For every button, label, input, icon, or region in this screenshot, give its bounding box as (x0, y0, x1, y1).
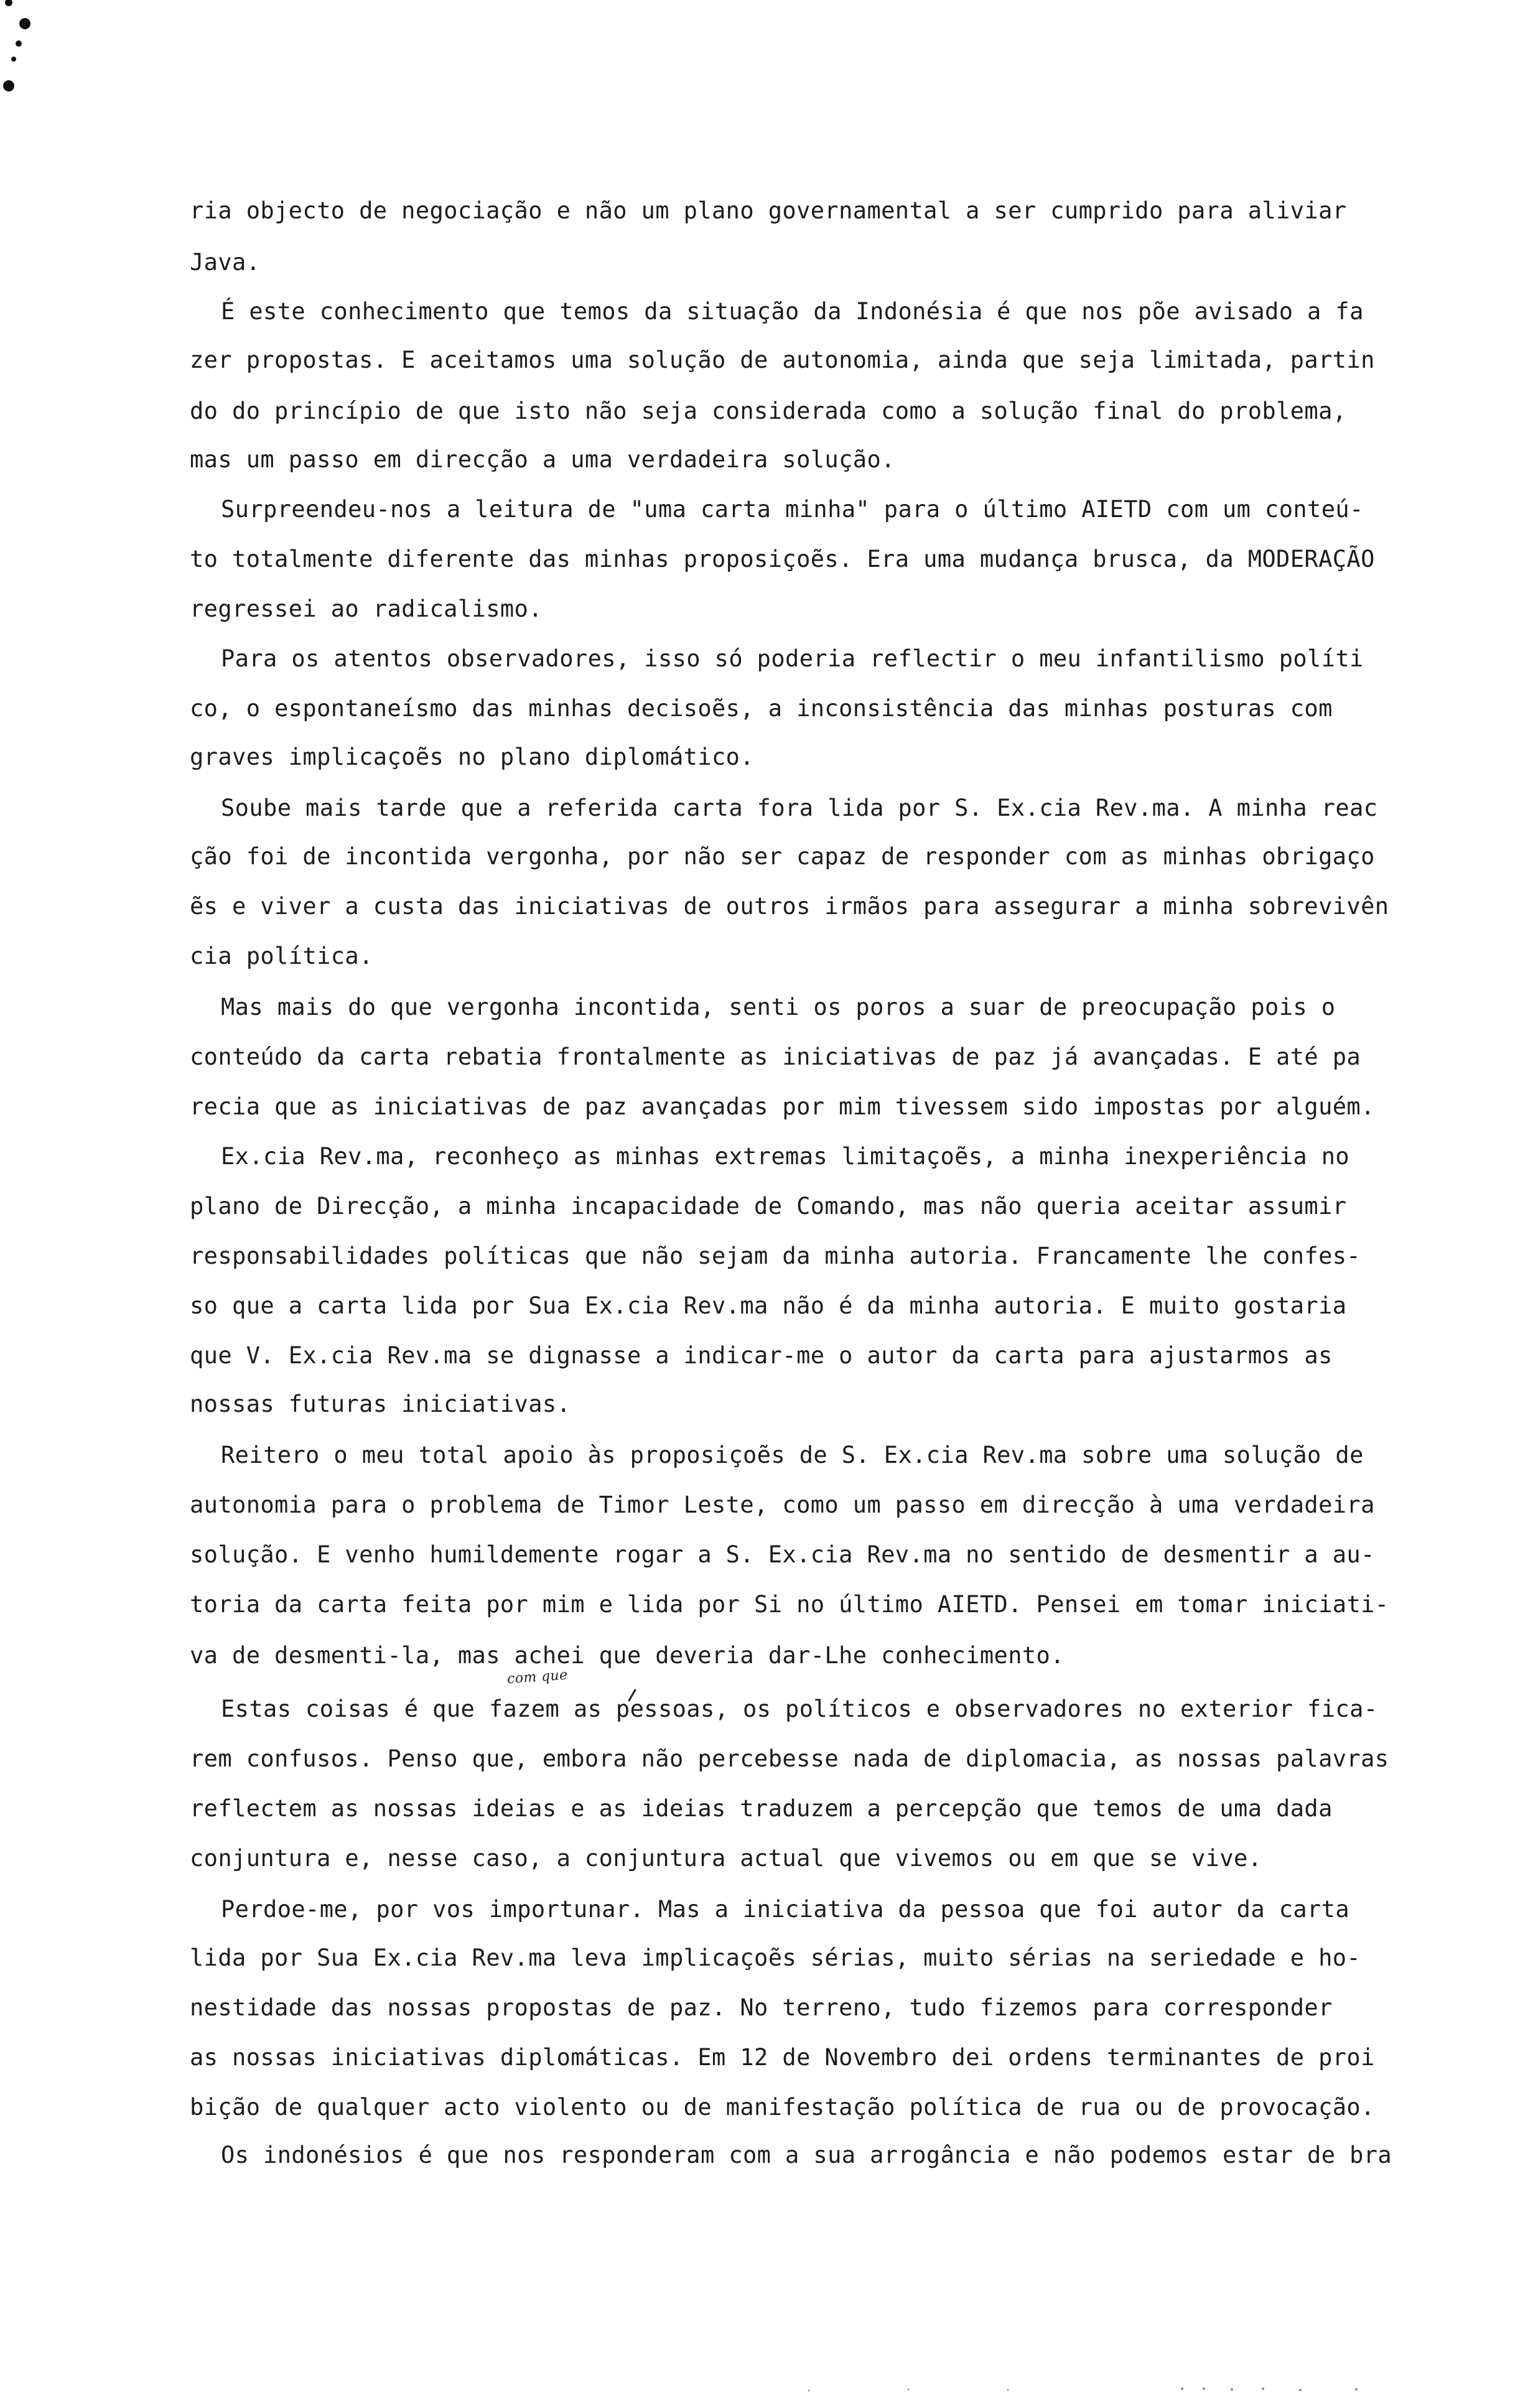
text-line: recia que as iniciativas de paz avançadas por mim tivessem sido impostas por alguém. (190, 1093, 1375, 1120)
text-line: bição de qualquer acto violento ou de manifestação política de rua ou de provocação. (190, 2094, 1375, 2121)
scan-noise-dots (0, 2383, 1533, 2396)
text-line: regressei ao radicalismo. (190, 595, 543, 622)
text-line: toria da carta feita por mim e lida por Si no último AIETD. Pensei em tomar iniciati- (190, 1591, 1389, 1618)
text-line: É este conhecimento que temos da situação da Indonésia é que nos põe avisado a fa (221, 298, 1364, 325)
text-line: responsabilidades políticas que não sejam da minha autoria. Francamente lhe confes- (190, 1243, 1361, 1269)
text-line: co, o espontaneísmo das minhas decisoẽs, a inconsistência das minhas posturas com (190, 695, 1333, 722)
text-line: cia política. (190, 943, 373, 969)
text-line: Os indonésios é que nos responderam com a sua arrogância e não podemos estar de bra (221, 2142, 1392, 2168)
text-line: Soube mais tarde que a referida carta fora lida por S. Ex.cia Rev.ma. A minha reac (221, 795, 1378, 821)
text-line: Para os atentos observadores, isso só poderia reflectir o meu infantilismo políti (221, 645, 1364, 672)
text-line: conjuntura e, nesse caso, a conjuntura actual que vivemos ou em que se vive. (190, 1845, 1262, 1872)
text-line: lida por Sua Ex.cia Rev.ma leva implicaçoẽs sérias, muito sérias na seriedade e ho- (190, 1944, 1361, 1971)
text-line: mas um passo em direcção a uma verdadeira solução. (190, 446, 895, 473)
text-line: rem confusos. Penso que, embora não percebesse nada de diplomacia, as nossas palavras (190, 1745, 1389, 1772)
text-line: ẽs e viver a custa das iniciativas de outros irmãos para assegurar a minha sobrevivên (190, 893, 1389, 920)
text-line: graves implicaçoẽs no plano diplomático. (190, 744, 755, 770)
text-line: Surpreendeu-nos a leitura de "uma carta minha" para o último AIETD com um conteú- (221, 496, 1364, 523)
text-line: do do princípio de que isto não seja considerada como a solução final do problema, (190, 398, 1347, 424)
text-line: Perdoe-me, por vos importunar. Mas a iniciativa da pessoa que foi autor da carta (221, 1896, 1350, 1923)
text-line: nossas futuras iniciativas. (190, 1391, 571, 1417)
text-line: plano de Direcção, a minha incapacidade de Comando, mas não queria aceitar assumir (190, 1193, 1347, 1220)
text-line: to totalmente diferente das minhas proposiçoẽs. Era uma mudança brusca, da MODERAÇÃO (190, 546, 1375, 572)
text-line: Java. (190, 249, 261, 276)
text-line: va de desmenti-la, mas achei que deveria dar-Lhe conhecimento. (190, 1642, 1065, 1669)
text-line: conteúdo da carta rebatia frontalmente as iniciativas de paz já avançadas. E até pa (190, 1043, 1361, 1070)
text-line: Estas coisas é que fazem as pessoas, os políticos e observadores no exterior fica- (221, 1696, 1378, 1722)
text-line: solução. E venho humildemente rogar a S. Ex.cia Rev.ma no sentido de desmentir a au- (190, 1541, 1375, 1568)
text-line: que V. Ex.cia Rev.ma se dignasse a indicar-me o autor da carta para ajustarmos as (190, 1342, 1333, 1369)
text-line: autonomia para o problema de Timor Leste, como um passo em direcção à uma verdadeira (190, 1491, 1375, 1518)
text-line: as nossas iniciativas diplomáticas. Em 12 de Novembro dei ordens terminantes de proi (190, 2044, 1375, 2071)
handwritten-annotation: com que (506, 1667, 569, 1687)
text-line: so que a carta lida por Sua Ex.cia Rev.ma não é da minha autoria. E muito gostaria (190, 1292, 1347, 1319)
text-line: Reitero o meu total apoio às proposiçoẽs de S. Ex.cia Rev.ma sobre uma solução de (221, 1442, 1364, 1468)
text-line: Ex.cia Rev.ma, reconheço as minhas extremas limitaçoẽs, a minha inexperiência no (221, 1143, 1350, 1170)
text-line: ria objecto de negociação e não um plano governamental a ser cumprido para aliviar (190, 197, 1347, 224)
text-line: ção foi de incontida vergonha, por não ser capaz de responder com as minhas obrigaço (190, 843, 1375, 870)
text-line: Mas mais do que vergonha incontida, senti os poros a suar de preocupação pois o (221, 994, 1336, 1020)
text-line: reflectem as nossas ideias e as ideias traduzem a percepção que temos de uma dada (190, 1795, 1333, 1822)
text-line: zer propostas. E aceitamos uma solução de autonomia, ainda que seja limitada, partin (190, 347, 1375, 373)
text-line: nestidade das nossas propostas de paz. No terreno, tudo fizemos para corresponder (190, 1994, 1333, 2021)
punch-hole-marks (0, 0, 75, 106)
